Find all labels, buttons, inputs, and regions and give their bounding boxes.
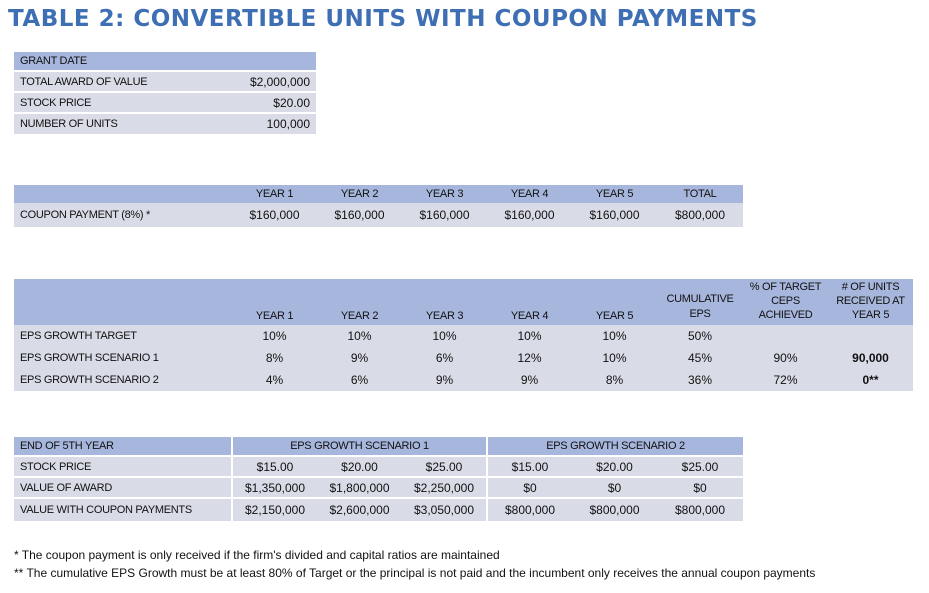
eps-target-year-4: 10% xyxy=(487,325,572,347)
eps-target-pct xyxy=(743,325,828,347)
eps-target-cumulative: 50% xyxy=(657,325,743,347)
s1-stock-price-high: $25.00 xyxy=(402,456,487,477)
scenario-1-header: EPS GROWTH SCENARIO 1 xyxy=(232,437,487,456)
s1-coupon-high: $3,050,000 xyxy=(402,498,487,521)
s1-stock-price-low: $15.00 xyxy=(232,456,317,477)
eps-scenario-1-year-4: 12% xyxy=(487,347,572,369)
eps-year-3-header: YEAR 3 xyxy=(402,279,487,325)
eps-growth-table xyxy=(14,279,913,391)
coupon-year-1-header: YEAR 1 xyxy=(232,185,317,203)
coupon-year-3-header: YEAR 3 xyxy=(402,185,487,203)
cumulative-eps-header-line2: EPS xyxy=(689,308,711,320)
coupon-value-4: $160,000 xyxy=(487,203,572,227)
coupon-payment-table xyxy=(14,185,743,227)
eps-scenario-1-year-1: 8% xyxy=(232,347,317,369)
eps-scenario-1-label: EPS GROWTH SCENARIO 1 xyxy=(14,347,232,369)
coupon-value-2: $160,000 xyxy=(317,203,402,227)
footnote-coupon: * The coupon payment is only received if the firm's divided and capital ratios are maintained xyxy=(14,548,500,562)
cumulative-eps-header xyxy=(657,279,743,325)
number-of-units-value: 100,000 xyxy=(224,113,316,134)
eps-scenario-1-year-3: 6% xyxy=(402,347,487,369)
s2-award-mid: $0 xyxy=(572,477,657,498)
end-of-5th-year-header: END OF 5TH YEAR xyxy=(14,437,232,456)
eps-scenario-2-year-2: 6% xyxy=(317,369,402,391)
eps-target-year-3: 10% xyxy=(402,325,487,347)
coupon-header-blank xyxy=(14,185,232,203)
s2-award-high: $0 xyxy=(657,477,743,498)
eps-scenario-2-year-3: 9% xyxy=(402,369,487,391)
eps-scenario-2-cumulative: 36% xyxy=(657,369,743,391)
eps-scenario-1-cumulative: 45% xyxy=(657,347,743,369)
eps-target-year-5: 10% xyxy=(572,325,657,347)
s2-stock-price-low: $15.00 xyxy=(487,456,572,477)
eps-header-blank xyxy=(14,279,232,325)
pct-target-header xyxy=(743,279,828,325)
coupon-value-3: $160,000 xyxy=(402,203,487,227)
eps-scenario-1-pct: 90% xyxy=(743,347,828,369)
value-of-award-label: VALUE OF AWARD xyxy=(14,477,232,498)
s2-coupon-high: $800,000 xyxy=(657,498,743,521)
s1-award-high: $2,250,000 xyxy=(402,477,487,498)
s1-stock-price-mid: $20.00 xyxy=(317,456,402,477)
eps-scenario-2-label: EPS GROWTH SCENARIO 2 xyxy=(14,369,232,391)
eps-scenario-1-units: 90,000 xyxy=(828,347,913,369)
coupon-year-2-header: YEAR 2 xyxy=(317,185,402,203)
s1-award-mid: $1,800,000 xyxy=(317,477,402,498)
eps-year-2-header: YEAR 2 xyxy=(317,279,402,325)
eps-target-units xyxy=(828,325,913,347)
coupon-value-total: $800,000 xyxy=(657,203,743,227)
s2-coupon-mid: $800,000 xyxy=(572,498,657,521)
eps-target-label: EPS GROWTH TARGET xyxy=(14,325,232,347)
coupon-value-1: $160,000 xyxy=(232,203,317,227)
units-received-header xyxy=(828,279,913,325)
grant-date-table xyxy=(14,52,316,134)
scenario-2-header: EPS GROWTH SCENARIO 2 xyxy=(487,437,743,456)
eps-target-year-1: 10% xyxy=(232,325,317,347)
units-received-header-line3: YEAR 5 xyxy=(851,309,890,321)
total-award-label: TOTAL AWARD OF VALUE xyxy=(14,71,224,92)
eps-scenario-2-year-4: 9% xyxy=(487,369,572,391)
grant-date-header: GRANT DATE xyxy=(14,52,316,71)
eps-scenario-2-units: 0** xyxy=(828,369,913,391)
footnote-eps: ** The cumulative EPS Growth must be at least 80% of Target or the principal is not paid and the incumbent only receives the annual coupon payments xyxy=(14,566,816,580)
units-received-header-line2: RECEIVED AT xyxy=(836,295,905,307)
coupon-year-4-header: YEAR 4 xyxy=(487,185,572,203)
s1-coupon-mid: $2,600,000 xyxy=(317,498,402,521)
pct-target-header-line2: CEPS xyxy=(771,295,800,307)
value-with-coupon-label: VALUE WITH COUPON PAYMENTS xyxy=(14,498,232,521)
scenario-value-table xyxy=(14,437,743,521)
cumulative-eps-header-line1: CUMULATIVE xyxy=(666,293,734,305)
s1-award-low: $1,350,000 xyxy=(232,477,317,498)
eps-scenario-2-pct: 72% xyxy=(743,369,828,391)
stock-price-value: $20.00 xyxy=(224,92,316,113)
pct-target-header-line3: ACHIEVED xyxy=(758,309,813,321)
eps-year-1-header: YEAR 1 xyxy=(232,279,317,325)
s2-coupon-low: $800,000 xyxy=(487,498,572,521)
eps-target-year-2: 10% xyxy=(317,325,402,347)
units-received-header-line1: # OF UNITS xyxy=(841,281,900,293)
coupon-year-5-header: YEAR 5 xyxy=(572,185,657,203)
eps-scenario-1-year-2: 9% xyxy=(317,347,402,369)
number-of-units-label: NUMBER OF UNITS xyxy=(14,113,224,134)
eps-year-5-header: YEAR 5 xyxy=(572,279,657,325)
eps-year-4-header: YEAR 4 xyxy=(487,279,572,325)
eps-scenario-1-year-5: 10% xyxy=(572,347,657,369)
eps-scenario-2-year-5: 8% xyxy=(572,369,657,391)
total-award-value: $2,000,000 xyxy=(224,71,316,92)
s1-coupon-low: $2,150,000 xyxy=(232,498,317,521)
s2-stock-price-mid: $20.00 xyxy=(572,456,657,477)
coupon-payment-label: COUPON PAYMENT (8%) * xyxy=(14,203,232,227)
end-stock-price-label: STOCK PRICE xyxy=(14,456,232,477)
coupon-total-header: TOTAL xyxy=(657,185,743,203)
coupon-value-5: $160,000 xyxy=(572,203,657,227)
pct-target-header-line1: % OF TARGET xyxy=(749,281,822,293)
s2-stock-price-high: $25.00 xyxy=(657,456,743,477)
eps-scenario-2-year-1: 4% xyxy=(232,369,317,391)
stock-price-label: STOCK PRICE xyxy=(14,92,224,113)
table-title: TABLE 2: CONVERTIBLE UNITS WITH COUPON PAYMENTS xyxy=(8,6,758,32)
s2-award-low: $0 xyxy=(487,477,572,498)
